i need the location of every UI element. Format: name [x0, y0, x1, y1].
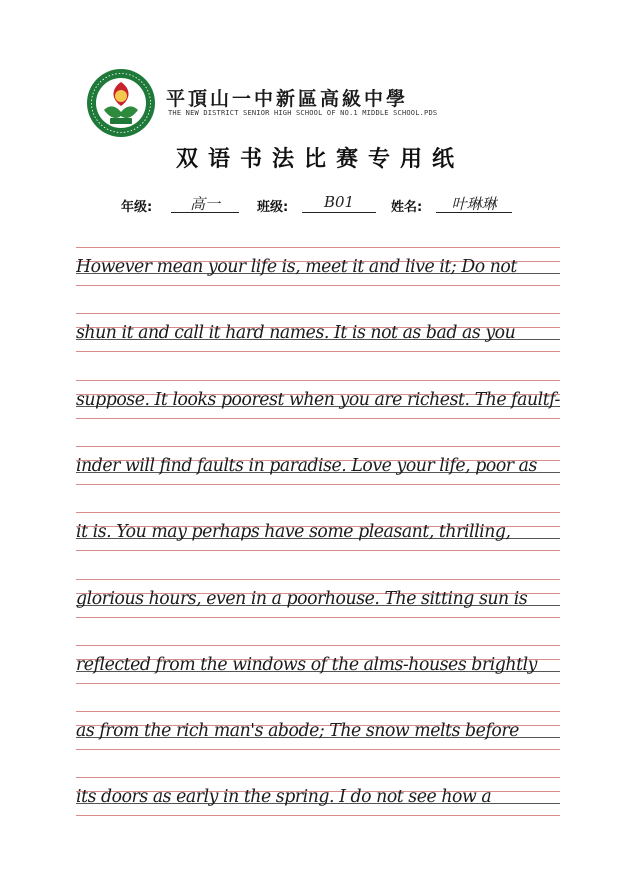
name-value: 叶琳琳: [436, 193, 512, 213]
handwriting-line: suppose. It looks poorest when you are richest. The faultf-: [76, 389, 560, 410]
handwriting-area: [76, 240, 560, 820]
guide-line-top: [76, 777, 560, 778]
handwriting-line: shun it and call it hard names. It is not as bad as you: [76, 323, 516, 344]
handwriting-line: inder will find faults in paradise. Love your life, poor as: [76, 455, 537, 476]
school-emblem-icon: [86, 68, 156, 138]
school-name: 平頂山一中新區高級中學: [166, 88, 409, 110]
guide-line-bottom: [76, 617, 560, 618]
guide-line-bottom: [76, 418, 560, 419]
handwriting-line: glorious hours, even in a poorhouse. The sitting sun is: [76, 588, 528, 609]
guide-line-top: [76, 313, 560, 314]
guide-line-top: [76, 380, 560, 381]
guide-line-top: [76, 512, 560, 513]
guide-line-bottom: [76, 351, 560, 352]
guide-line-bottom: [76, 683, 560, 684]
guide-line-top: [76, 247, 560, 248]
guide-line-top: [76, 446, 560, 447]
handwriting-line: as from the rich man's abode; The snow melts before: [76, 721, 519, 742]
paper-header: [0, 0, 640, 240]
handwriting-line: reflected from the windows of the alms-houses brightly: [76, 654, 537, 675]
paper-title: 双语书法比赛专用纸: [175, 146, 464, 172]
student-info-row: [0, 193, 640, 220]
guide-line-top: [76, 645, 560, 646]
school-name-english: THE NEW DISTRICT SENIOR HIGH SCHOOL OF NO.1 MIDDLE SCHOOL.PDS: [168, 109, 438, 117]
grade-value: 高一: [171, 193, 239, 213]
guide-line-bottom: [76, 815, 560, 816]
guide-line-bottom: [76, 484, 560, 485]
guide-line-bottom: [76, 550, 560, 551]
class-label: 班级:: [257, 200, 289, 215]
grade-label: 年级:: [121, 200, 153, 215]
name-label: 姓名:: [391, 200, 423, 215]
handwriting-line: However mean your life is, meet it and live it; Do not: [76, 257, 517, 277]
guide-line-top: [76, 579, 560, 580]
guide-line-bottom: [76, 749, 560, 750]
guide-line-top: [76, 711, 560, 712]
class-value: B01: [302, 193, 376, 213]
guide-line-bottom: [76, 285, 560, 286]
handwriting-line: its doors as early in the spring. I do not see how a: [76, 787, 492, 808]
handwriting-line: it is. You may perhaps have some pleasant, thrilling,: [76, 522, 511, 543]
